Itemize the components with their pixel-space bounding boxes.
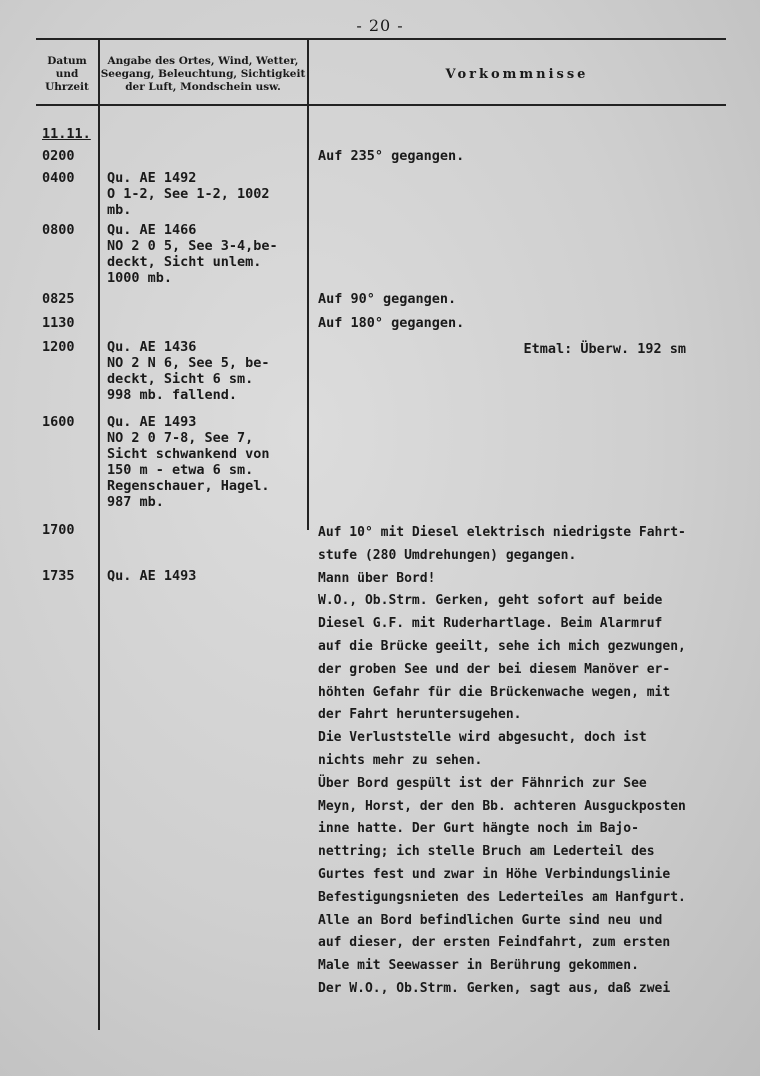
narrative-line: Auf 10° mit Diesel elektrisch niedrigste Fahrt-	[318, 525, 686, 540]
narrative-line: der groben See und der bei diesem Manöver er-	[318, 661, 671, 677]
header-location-weather: Angabe des Ortes, Wind, Wetter, Seegang, Beleuchtung, Sichtigkeit der Luft, Mondschein usw.	[100, 54, 306, 93]
entry-location: Qu. AE 1493	[107, 568, 197, 584]
entry-time: 1600	[42, 414, 75, 430]
table-top-rule	[36, 38, 726, 40]
narrative-line: Befestigungsnieten des Lederteiles am Hanfgurt.	[318, 889, 686, 905]
page-number: - 20 -	[356, 16, 404, 35]
entry-time: 0400	[42, 170, 75, 186]
entry-time: 0800	[42, 222, 75, 238]
entry-event: Auf 235° gegangen.	[318, 148, 465, 164]
narrative-line: W.O., Ob.Strm. Gerken, geht sofort auf beide	[318, 593, 663, 609]
entry-time: 1200	[42, 339, 75, 355]
header-date-time: Datum und Uhrzeit	[45, 54, 89, 93]
entry-date: 11.11.	[42, 126, 91, 142]
entry-time: 0825	[42, 291, 75, 307]
narrative-line: höhten Gefahr für die Brückenwache wegen, mit	[318, 684, 671, 700]
narrative-line: nichts mehr zu sehen.	[318, 752, 483, 768]
narrative-line: Über Bord gespült ist der Fähnrich zur See	[318, 775, 647, 791]
entry-location: Qu. AE 1492 O 1-2, See 1-2, 1002 mb.	[107, 170, 270, 218]
header-events: Vorkommnisse	[445, 66, 589, 82]
entry-event: Auf 180° gegangen.	[318, 315, 465, 331]
narrative-line: auf die Brücke geeilt, sehe ich mich gezwungen,	[318, 638, 686, 654]
narrative-line: Gurtes fest und zwar in Höhe Verbindungslinie	[318, 866, 671, 882]
column-divider-2	[307, 40, 309, 530]
entry-time: 1700	[42, 522, 75, 538]
entry-location: Qu. AE 1436 NO 2 N 6, See 5, be- deckt, Sicht 6 sm. 998 mb. fallend.	[107, 339, 270, 403]
narrative-line: der Fahrt heruntersugehen.	[318, 707, 522, 723]
entry-event-etmal: Etmal: Überw. 192 sm	[523, 341, 686, 357]
entry-location: Qu. AE 1493 NO 2 0 7-8, See 7, Sicht schwankend von 150 m - etwa 6 sm. Regenschauer, Hagel. 987 mb.	[107, 414, 270, 510]
narrative-line: auf dieser, der ersten Feindfahrt, zum ersten	[318, 935, 671, 951]
narrative-line: stufe (280 Umdrehungen) gegangen.	[318, 547, 577, 563]
table-header-rule	[36, 104, 726, 106]
narrative-line: inne hatte. Der Gurt hängte noch im Bajo-	[318, 821, 639, 837]
narrative-line: Die Verluststelle wird abgesucht, doch ist	[318, 730, 647, 746]
narrative-text	[318, 522, 756, 1001]
entry-time: 1735	[42, 568, 75, 584]
narrative-line: nettring; ich stelle Bruch am Lederteil des	[318, 844, 655, 860]
column-divider-1	[98, 40, 100, 1030]
narrative-line: Der W.O., Ob.Strm. Gerken, sagt aus, daß zwei	[318, 980, 671, 996]
entry-time: 1130	[42, 315, 75, 331]
entry-event: Auf 90° gegangen.	[318, 291, 457, 307]
narrative-line: Male mit Seewasser in Berührung gekommen.	[318, 958, 639, 974]
narrative-line: Alle an Bord befindlichen Gurte sind neu und	[318, 912, 663, 928]
narrative-line: Diesel G.F. mit Ruderhartlage. Beim Alarmruf	[318, 616, 663, 632]
narrative-line: Mann über Bord!	[318, 570, 436, 586]
entry-location: Qu. AE 1466 NO 2 0 5, See 3-4,be- deckt, Sicht unlem. 1000 mb.	[107, 222, 278, 286]
entry-time: 0200	[42, 148, 75, 164]
narrative-line: Meyn, Horst, der den Bb. achteren Ausguckposten	[318, 798, 686, 814]
